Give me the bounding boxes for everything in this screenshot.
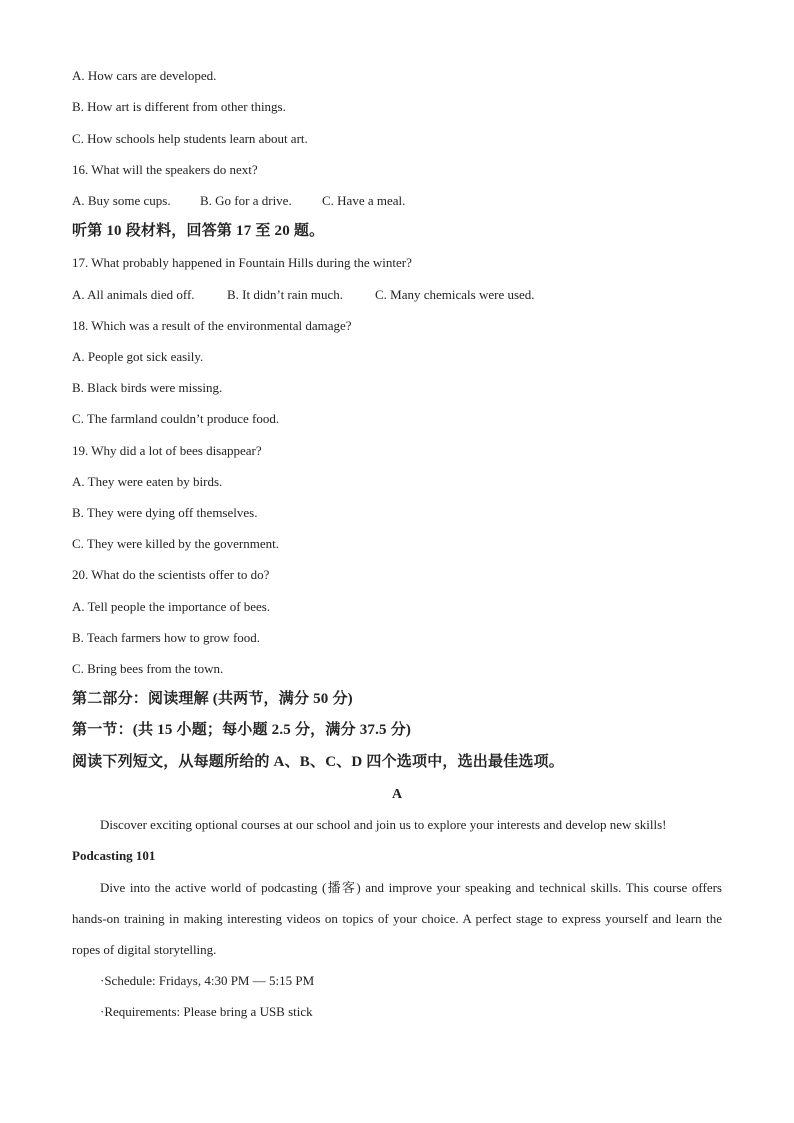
passage-letter: A <box>391 787 403 802</box>
q15-option-c: C. How schools help students learn about art. <box>72 131 308 146</box>
course-title: Podcasting 101 <box>72 848 156 863</box>
q18-option-b: B. Black birds were missing. <box>72 380 223 395</box>
q20-option-a: A. Tell people the importance of bees. <box>72 599 271 614</box>
instructions: 阅读下列短文，从每题所给的 A、B、C、D 四个选项中，选出最佳选项。 <box>72 754 565 770</box>
q19-option-b: B. They were dying off themselves. <box>72 505 258 520</box>
q17-options <box>72 287 535 303</box>
part2-heading: 第二部分：阅读理解 (共两节，满分 50 分) <box>72 691 353 707</box>
q16-option-c: C. Have a meal. <box>322 193 406 208</box>
q16-question: 16. What will the speakers do next? <box>72 162 258 177</box>
q17-question: 17. What probably happened in Fountain Hills during the winter? <box>72 255 412 270</box>
q16-option-a: A. Buy some cups. <box>72 193 171 208</box>
q17-option-a: A. All animals died off. <box>72 287 195 302</box>
section10-heading: 听第 10 段材料，回答第 17 至 20 题。 <box>72 223 325 239</box>
q17-option-c: C. Many chemicals were used. <box>375 287 535 302</box>
q17-option-b: B. It didn’t rain much. <box>227 287 344 302</box>
q18-option-a: A. People got sick easily. <box>72 349 204 364</box>
q15-option-b: B. How art is different from other things. <box>72 99 286 114</box>
q20-question: 20. What do the scientists offer to do? <box>72 567 270 582</box>
q19-question: 19. Why did a lot of bees disappear? <box>72 443 262 458</box>
passage-intro: Discover exciting optional courses at our school and join us to explore your interests and develop new skills! <box>100 817 667 832</box>
q16-option-b: B. Go for a drive. <box>200 193 292 208</box>
q16-options <box>72 193 405 209</box>
course-description: Dive into the active world of podcasting (播客) and improve your speaking and technical skills. This course offers hands-on training in making interesting videos on topics of your choice. A perfect stage to express yourself and learn the ropes of digital storytelling. <box>72 880 722 957</box>
q20-option-c: C. Bring bees from the town. <box>72 661 224 676</box>
q15-option-a: A. How cars are developed. <box>72 68 217 83</box>
q18-question: 18. Which was a result of the environmental damage? <box>72 318 352 333</box>
section1-heading: 第一节：(共 15 小题；每小题 2.5 分，满分 37.5 分) <box>72 722 412 738</box>
q20-option-b: B. Teach farmers how to grow food. <box>72 630 261 645</box>
q18-option-c: C. The farmland couldn’t produce food. <box>72 411 280 426</box>
course-schedule: ·Schedule: Fridays, 4:30 PM — 5:15 PM <box>100 973 315 988</box>
q19-option-c: C. They were killed by the government. <box>72 536 279 551</box>
q19-option-a: A. They were eaten by birds. <box>72 474 223 489</box>
course-requirements: ·Requirements: Please bring a USB stick <box>100 1004 313 1019</box>
